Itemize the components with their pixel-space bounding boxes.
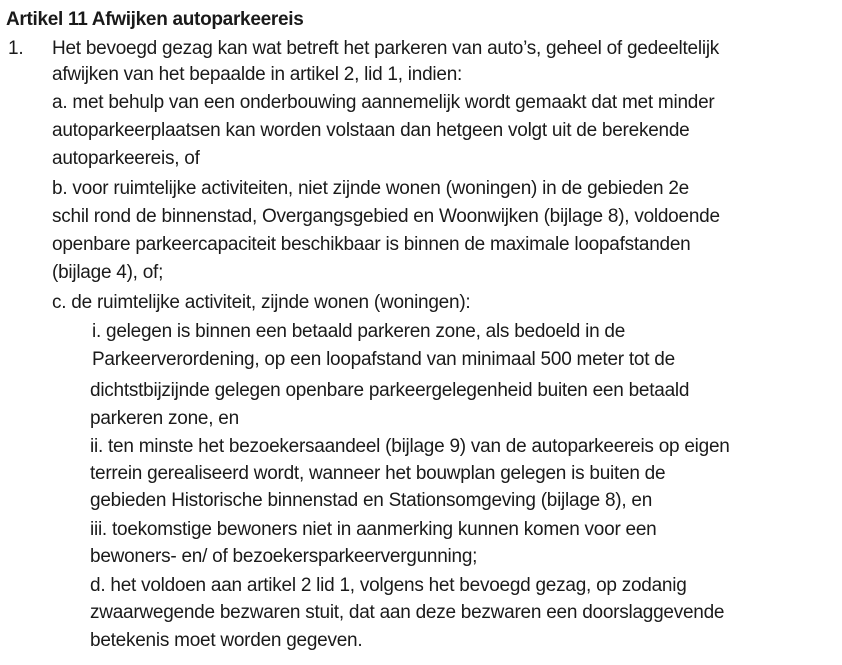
clause-c-i-line-2: Parkeerverordening, op een loopafstand van minimaal 500 meter tot de xyxy=(92,349,675,370)
clause-d-line-2: zwaarwegende bezwaren stuit, dat aan deze bezwaren een doorslaggevende xyxy=(90,602,725,623)
clause-a-line-2: autoparkeerplaatsen kan worden volstaan dan hetgeen volgt uit de berekende xyxy=(52,120,690,141)
clause-c-i-line-1: i. gelegen is binnen een betaald parkeren zone, als bedoeld in de xyxy=(92,321,626,342)
clause-c-ii-line-1: ii. ten minste het bezoekersaandeel (bijlage 9) van de autoparkeereis op eigen xyxy=(90,436,730,457)
clause-c-i-line-4: parkeren zone, en xyxy=(90,408,239,429)
clause-b-line-4: (bijlage 4), of; xyxy=(52,262,164,283)
clause-a-line-1: a. met behulp van een onderbouwing aannemelijk wordt gemaakt dat met minder xyxy=(52,92,715,113)
clause-b-line-3: openbare parkeercapaciteit beschikbaar is binnen de maximale loopafstanden xyxy=(52,234,691,255)
item-number: 1. xyxy=(8,38,24,59)
clause-c-i-line-3: dichtstbijzijnde gelegen openbare parkeergelegenheid buiten een betaald xyxy=(90,380,690,401)
intro-line-2: afwijken van het bepaalde in artikel 2, lid 1, indien: xyxy=(52,64,463,85)
clause-c-iii-line-1: iii. toekomstige bewoners niet in aanmerking kunnen komen voor een xyxy=(90,519,657,540)
clause-b-line-1: b. voor ruimtelijke activiteiten, niet zijnde wonen (woningen) in de gebieden 2e xyxy=(52,178,689,199)
clause-c-line-1: c. de ruimtelijke activiteit, zijnde wonen (woningen): xyxy=(52,292,471,313)
clause-c-ii-line-2: terrein gerealiseerd wordt, wanneer het bouwplan gelegen is buiten de xyxy=(90,463,666,484)
intro-line-1: Het bevoegd gezag kan wat betreft het parkeren van auto’s, geheel of gedeeltelijk xyxy=(52,38,720,59)
article-title: Artikel 11 Afwijken autoparkeereis xyxy=(6,9,304,30)
clause-b-line-2: schil rond de binnenstad, Overgangsgebied en Woonwijken (bijlage 8), voldoende xyxy=(52,206,720,227)
clause-d-line-3: betekenis moet worden gegeven. xyxy=(90,630,363,651)
clause-c-iii-line-2: bewoners- en/ of bezoekersparkeervergunning; xyxy=(90,546,478,567)
clause-c-ii-line-3: gebieden Historische binnenstad en Stationsomgeving (bijlage 8), en xyxy=(90,490,653,511)
clause-a-line-3: autoparkeereis, of xyxy=(52,148,200,169)
clause-d-line-1: d. het voldoen aan artikel 2 lid 1, volgens het bevoegd gezag, op zodanig xyxy=(90,575,687,596)
